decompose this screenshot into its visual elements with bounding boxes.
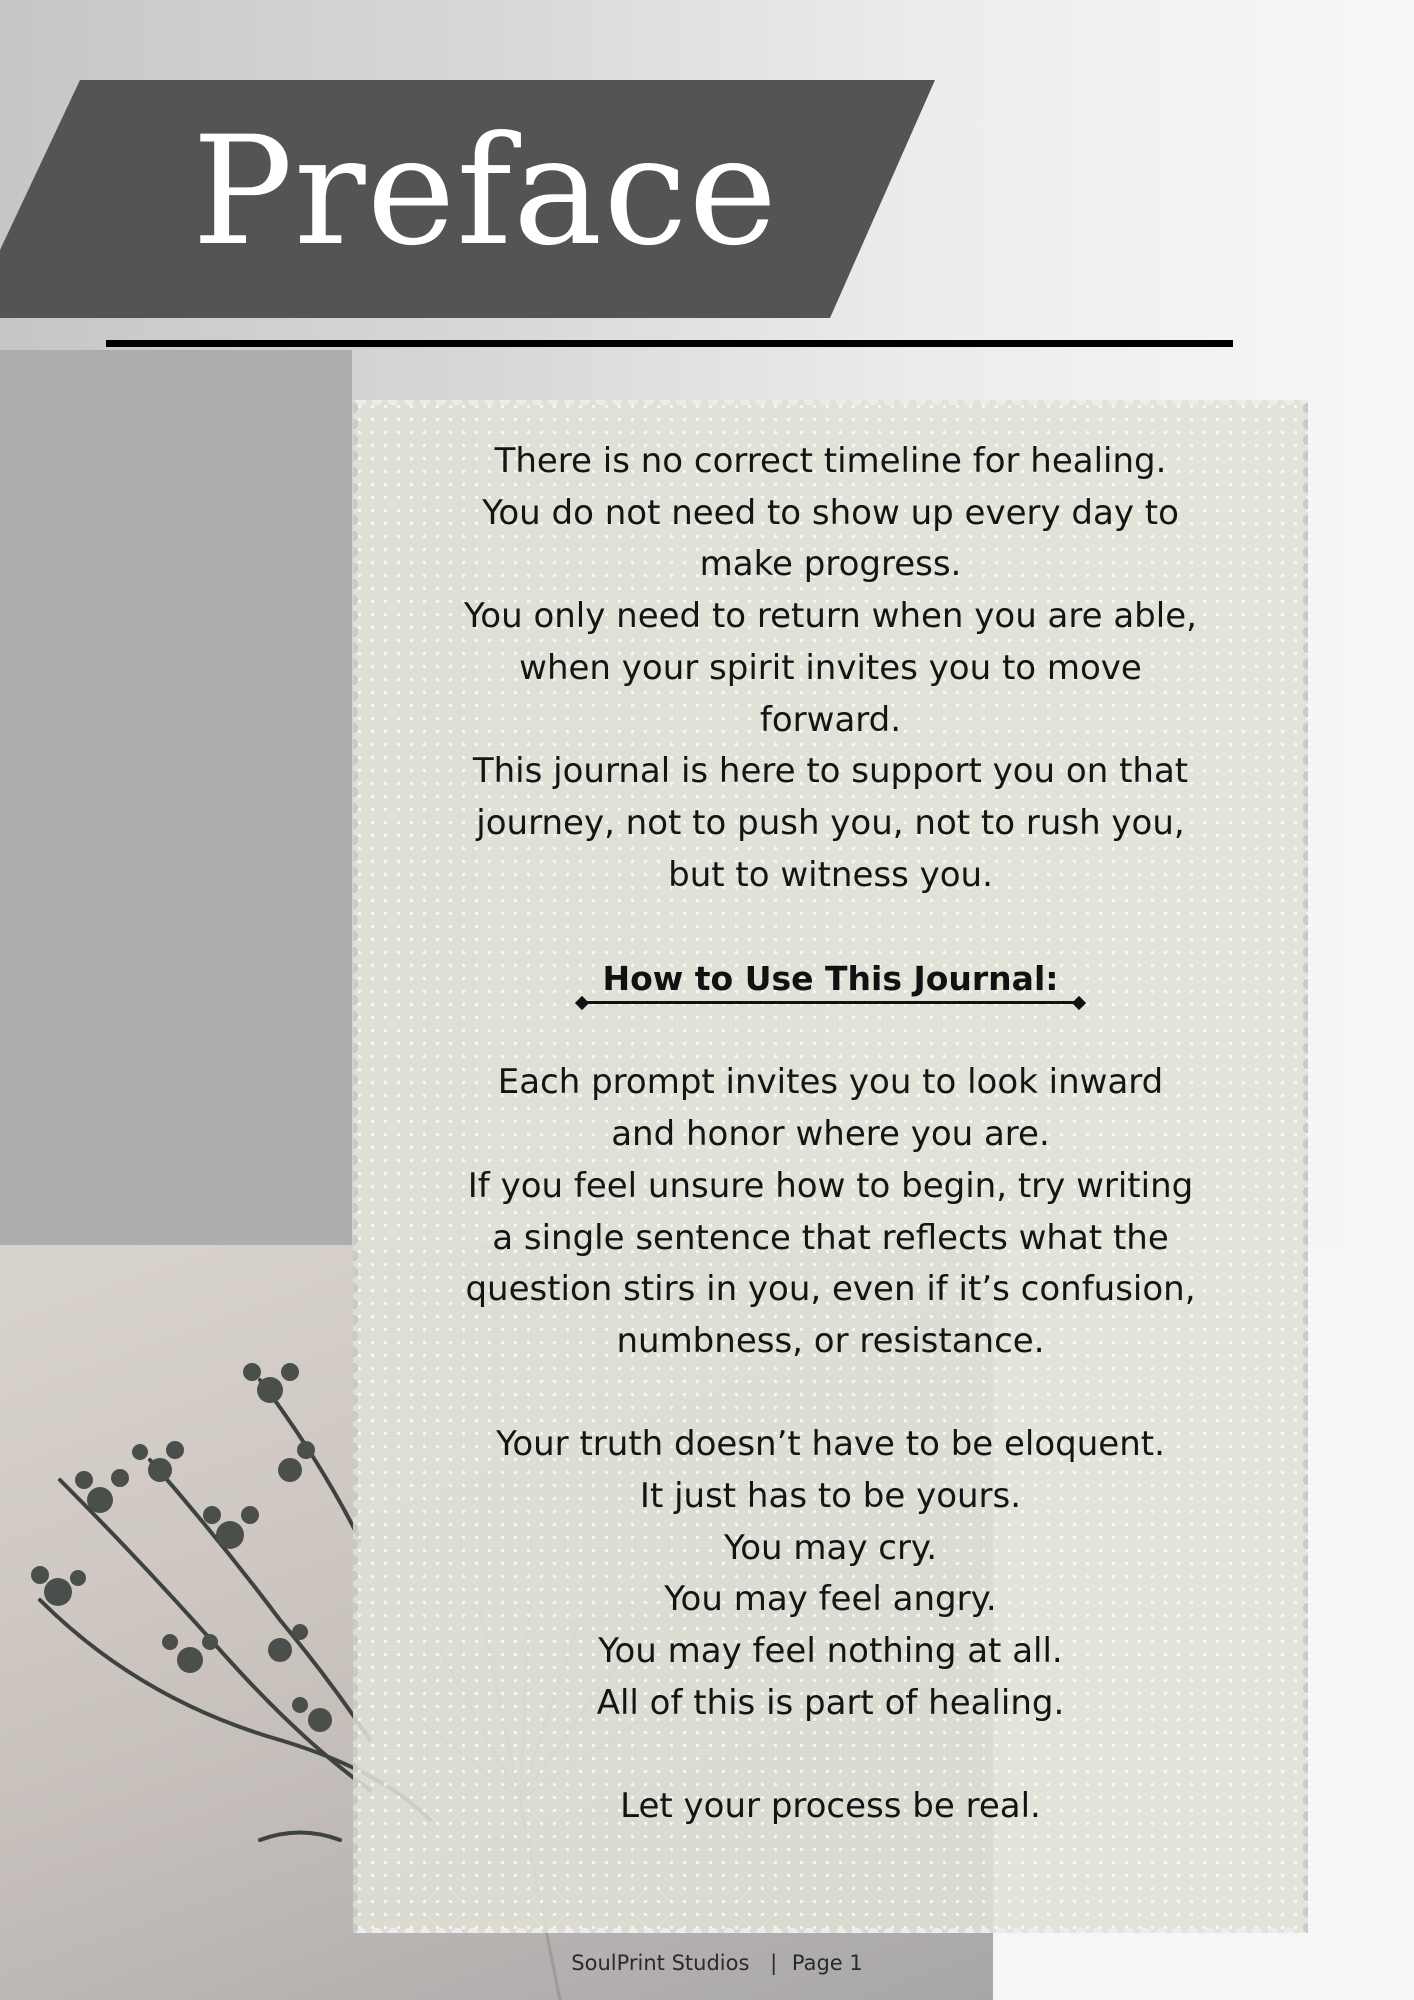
text-line: You may feel angry. — [664, 1579, 997, 1620]
text-line: Each prompt invites you to look inward — [497, 1062, 1164, 1103]
stamp-edge-left — [353, 400, 358, 1933]
section-heading-block — [581, 953, 1081, 1006]
page-footer — [0, 1951, 1414, 1975]
preface-body — [453, 436, 1208, 1833]
text-line: You only need to return when you are able, — [464, 596, 1197, 637]
grey-side-block — [0, 350, 352, 1245]
text-line: It just has to be yours. — [639, 1476, 1022, 1517]
stamp-edge-bottom — [353, 1928, 1308, 1933]
text-line: forward. — [759, 699, 902, 740]
text-line: If you feel unsure how to begin, try writing — [467, 1165, 1194, 1206]
footer-page-number: Page 1 — [791, 1951, 863, 1975]
text-line: make progress. — [699, 544, 962, 585]
section-heading: How to Use This Journal: — [602, 959, 1059, 999]
text-line: Let your process be real. — [620, 1786, 1041, 1827]
text-line: You do not need to show up every day to — [482, 492, 1179, 533]
text-line: question stirs in you, even if it’s confusion, — [465, 1269, 1196, 1310]
paragraph-closing — [453, 1781, 1208, 1833]
stamp-text-panel — [353, 400, 1308, 1933]
paragraph-spacer — [453, 1006, 1208, 1058]
heading-underline — [581, 1001, 1081, 1004]
text-line: This journal is here to support you on that — [472, 751, 1189, 792]
text-line: Your truth doesn’t have to be eloquent. — [496, 1424, 1165, 1465]
text-line: journey, not to push you, not to rush you, — [476, 802, 1185, 843]
paragraph-instructions — [453, 1057, 1208, 1367]
paragraph-truth — [453, 1419, 1208, 1729]
paragraph-intro — [453, 436, 1208, 901]
text-line: All of this is part of healing. — [596, 1682, 1065, 1723]
footer-separator: | — [770, 1951, 778, 1975]
text-line: You may cry. — [723, 1527, 938, 1568]
page-title: Preface — [192, 105, 779, 279]
text-line: but to witness you. — [668, 854, 993, 895]
text-line: There is no correct timeline for healing. — [494, 441, 1167, 481]
footer-brand: SoulPrint Studios — [571, 1951, 750, 1975]
text-line: numbness, or resistance. — [616, 1320, 1045, 1361]
title-underline-rule — [106, 340, 1233, 347]
paragraph-spacer — [453, 1730, 1208, 1782]
paragraph-spacer — [453, 901, 1208, 953]
stamp-edge-right — [1303, 400, 1308, 1933]
text-line: when your spirit invites you to move — [519, 647, 1142, 688]
text-line: You may feel nothing at all. — [598, 1631, 1063, 1672]
text-line: and honor where you are. — [611, 1114, 1050, 1155]
stamp-edge-top — [353, 400, 1308, 405]
text-line: a single sentence that reflects what the — [492, 1217, 1169, 1258]
paragraph-spacer — [453, 1368, 1208, 1420]
